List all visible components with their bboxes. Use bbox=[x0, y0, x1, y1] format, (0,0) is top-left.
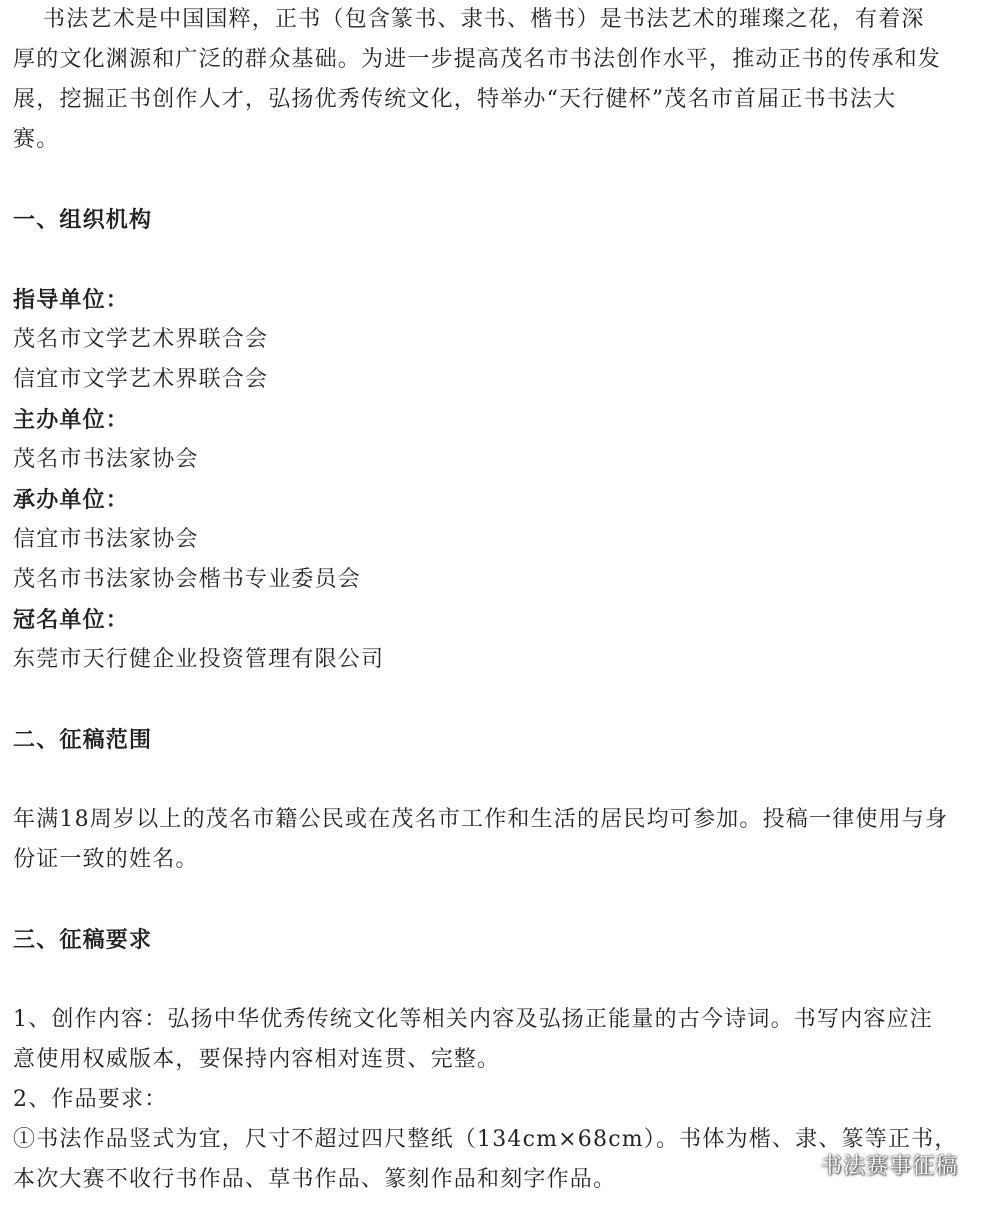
organizer-unit: 茂名市书法家协会楷书专业委员会 bbox=[13, 567, 362, 592]
organizer-unit: 信宜市书法家协会 bbox=[13, 527, 199, 552]
section-heading-scope: 二、征稿范围 bbox=[13, 727, 153, 753]
host-unit: 茂名市书法家协会 bbox=[13, 447, 199, 472]
section-heading-requirements: 三、征稿要求 bbox=[13, 927, 153, 953]
wechat-icon bbox=[782, 1150, 816, 1178]
wechat-watermark bbox=[782, 1146, 958, 1182]
intro-line: 赛。 bbox=[13, 127, 60, 152]
requirement-item-title: 2、作品要求： bbox=[13, 1087, 168, 1112]
scope-line: 份证一致的姓名。 bbox=[13, 847, 199, 872]
host-unit-label: 主办单位： bbox=[13, 407, 130, 433]
guide-unit: 茂名市文学艺术界联合会 bbox=[13, 327, 269, 352]
requirement-subitem: ①书法作品竖式为宜，尺寸不超过四尺整纸（134cm×68cm）。书体为楷、隶、篆等正书， bbox=[13, 1127, 958, 1152]
intro-line: 展，挖掘正书创作人才，弘扬优秀传统文化，特举办“天行健杯”茂名市首届正书书法大 bbox=[13, 87, 897, 112]
requirement-subitem: 本次大赛不收行书作品、草书作品、篆刻作品和刻字作品。 bbox=[13, 1167, 617, 1192]
watermark-text: 书法赛事征稿 bbox=[820, 1153, 959, 1179]
sponsor-unit: 东莞市天行健企业投资管理有限公司 bbox=[13, 647, 385, 672]
section-heading-organization: 一、组织机构 bbox=[13, 207, 153, 233]
intro-line: 厚的文化渊源和广泛的群众基础。为进一步提高茂名市书法创作水平，推动正书的传承和发 bbox=[13, 47, 942, 72]
scope-line: 年满18周岁以上的茂名市籍公民或在茂名市工作和生活的居民均可参加。投稿一律使用与身 bbox=[13, 807, 949, 832]
sponsor-unit-label: 冠名单位： bbox=[13, 607, 130, 633]
guide-unit-label: 指导单位： bbox=[13, 287, 130, 313]
requirement-item-content: 1、创作内容：弘扬中华优秀传统文化等相关内容及弘扬正能量的古今诗词。书写内容应注 bbox=[13, 1007, 933, 1032]
organizer-unit-label: 承办单位： bbox=[13, 487, 130, 513]
document-body bbox=[13, 0, 978, 1200]
guide-unit: 信宜市文学艺术界联合会 bbox=[13, 367, 269, 392]
requirement-item-content: 意使用权威版本，要保持内容相对连贯、完整。 bbox=[13, 1047, 501, 1072]
intro-line: 书法艺术是中国国粹，正书（包含篆书、隶书、楷书）是书法艺术的璀璨之花，有着深 bbox=[43, 7, 925, 32]
